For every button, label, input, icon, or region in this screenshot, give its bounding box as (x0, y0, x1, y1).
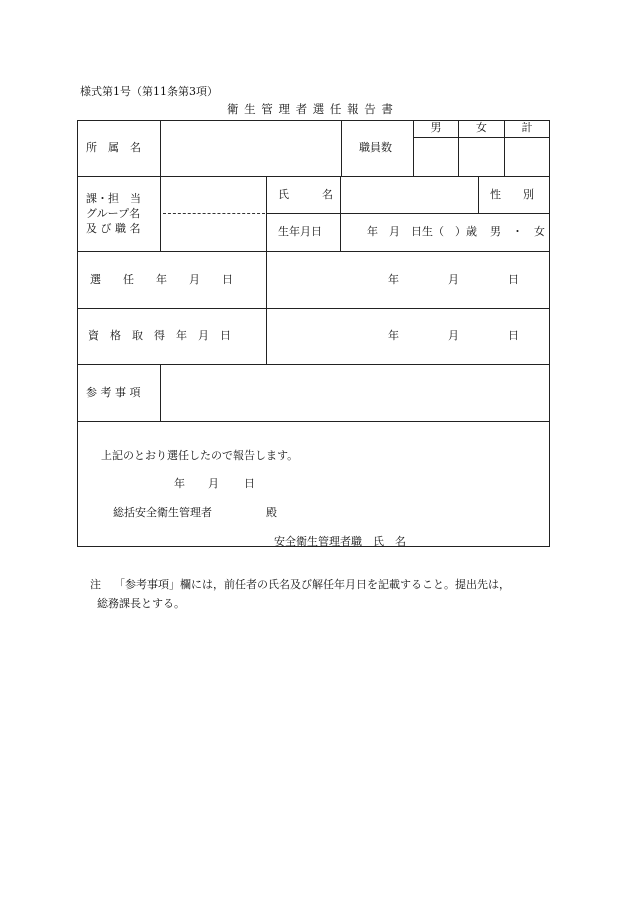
dob-label: 生年月日 (278, 225, 322, 238)
dept-label-line1: 課・担 当 (86, 192, 141, 205)
total-count-value[interactable] (505, 138, 549, 176)
gender-options[interactable]: 男 ・ 女 (490, 225, 545, 238)
title-value[interactable] (161, 215, 265, 251)
addressee: 総括安全衛生管理者 (113, 506, 212, 519)
report-year: 年 (174, 477, 185, 490)
qualification-date-label: 資 格 取 得 年 月 日 (88, 329, 231, 342)
dept-label-line2: グループ名 (86, 207, 141, 220)
appointment-year: 年 (388, 273, 399, 286)
form-id: 様式第1号（第11条第3項） (80, 85, 218, 98)
note-prefix: 注 (90, 578, 101, 591)
report-statement: 上記のとおり選任したので報告します。 (101, 449, 299, 462)
signer-label: 安全衛生管理者職 氏 名 (274, 535, 406, 548)
dept-value[interactable] (161, 177, 265, 213)
qualification-year: 年 (388, 329, 399, 342)
dept-label-line3: 及 び 職 名 (86, 222, 141, 235)
staff-count-label: 職員数 (359, 141, 392, 154)
appointment-day: 日 (508, 273, 519, 286)
affiliation-label: 所 属 名 (86, 141, 141, 154)
note-line2: 総務課長とする。 (97, 597, 185, 610)
remarks-value[interactable] (161, 365, 549, 421)
gender-label: 性 別 (490, 188, 534, 201)
note-line1: 「参考事項」欄には，前任者の氏名及び解任年月日を記載すること。提出先は， (114, 578, 510, 591)
honorific: 殿 (266, 506, 277, 519)
name-label: 氏 名 (278, 188, 333, 201)
page-title: 衛 生 管 理 者 選 任 報 告 書 (227, 102, 394, 116)
report-date[interactable] (168, 477, 268, 491)
qualification-day: 日 (508, 329, 519, 342)
appointment-date-label: 選 任 年 月 日 (90, 273, 233, 286)
affiliation-value[interactable] (161, 121, 340, 176)
report-month: 月 (208, 477, 219, 490)
qualification-month: 月 (448, 329, 459, 342)
name-value[interactable] (341, 177, 477, 213)
appointment-month: 月 (448, 273, 459, 286)
male-count-value[interactable] (414, 138, 458, 176)
female-count-value[interactable] (459, 138, 504, 176)
appointment-date-value[interactable] (267, 252, 549, 308)
total-label: 計 (521, 121, 533, 134)
dob-value: 年 月 日生（ ）歳 (367, 225, 477, 238)
qualification-date-value[interactable] (267, 309, 549, 364)
female-label: 女 (476, 121, 487, 134)
report-day: 日 (244, 477, 255, 490)
male-label: 男 (430, 121, 442, 134)
remarks-label: 参 考 事 項 (86, 386, 141, 399)
